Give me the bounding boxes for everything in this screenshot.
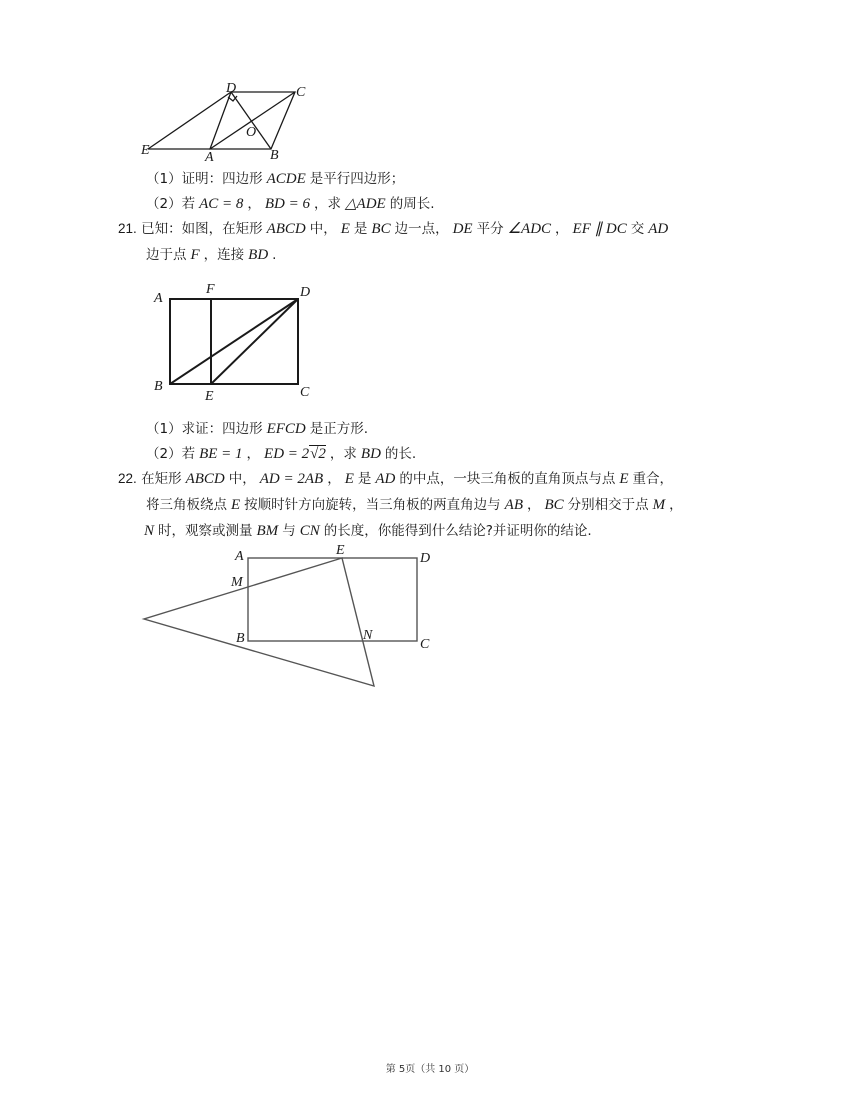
q21-part2-suffix: 的长. <box>384 446 417 462</box>
q22-text: 与 <box>282 523 296 539</box>
q20-part1-prefix: （1）证明：四边形 <box>146 171 263 187</box>
q21-text: ， <box>555 221 569 237</box>
q21-math: ∠ADC <box>507 221 552 237</box>
q21-text: 中， <box>309 221 337 237</box>
q22-math: AB <box>504 497 523 513</box>
q22-text: 的长度，你能得到什么结论?并证明你的结论. <box>323 523 592 539</box>
q21-part2-math2-coef: ED = 2 <box>264 446 310 462</box>
q21-math: ABCD <box>266 221 306 237</box>
q21-text: 交 <box>630 221 645 237</box>
q22-text: 重合， <box>632 471 674 487</box>
q22-math: BC <box>544 497 564 513</box>
q20-part2-prefix: （2）若 <box>146 196 196 212</box>
q21-number: 21. <box>118 221 137 236</box>
q22-math: E <box>231 497 241 513</box>
label-m: M <box>231 575 243 590</box>
label-b: B <box>236 631 245 646</box>
label-a: A <box>235 549 244 564</box>
label-c: C <box>420 637 430 652</box>
q22-text: 分别相交于点 <box>567 497 649 513</box>
q21-math: BD <box>248 247 269 263</box>
q22-math: E <box>619 471 629 487</box>
q21-text: 边一点， <box>394 221 449 237</box>
q21-part2-sep: ， <box>246 446 261 462</box>
q22-text: ， <box>669 497 683 513</box>
q21-text: 是 <box>353 221 368 237</box>
q21-text: 已知：如图，在矩形 <box>141 221 263 237</box>
q20-part1 <box>146 170 404 188</box>
label-e: E <box>141 143 150 158</box>
q22-line1 <box>118 470 673 488</box>
label-a: A <box>154 291 163 306</box>
q22-number: 22. <box>118 471 137 486</box>
q22-text: 是 <box>357 471 372 487</box>
q21-text: . <box>272 247 277 263</box>
q22-text: ， <box>327 471 341 487</box>
q21-part2-math2 <box>260 446 330 462</box>
label-b: B <box>154 379 163 394</box>
q21-math: E <box>340 221 350 237</box>
q21-part2-math3: BD <box>360 446 381 462</box>
q22-line3 <box>140 522 592 540</box>
q20-part2-math3: △ADE <box>345 196 386 212</box>
q20-part2-math2: BD = 6 <box>264 196 311 212</box>
q21-math: AD <box>648 221 669 237</box>
q22-text: 将三角板绕点 <box>146 497 227 513</box>
q21-part1-math: EFCD <box>266 421 306 437</box>
page-footer: 第 5页（共 10 页） <box>385 1064 475 1075</box>
q22-math: BM <box>256 523 279 539</box>
label-d: D <box>226 81 237 96</box>
q22-math: CN <box>299 523 320 539</box>
q22-text: 的中点，一块三角板的直角顶点与点 <box>399 471 616 487</box>
q21-text: ，连接 <box>203 247 245 263</box>
q21-line1 <box>118 220 672 238</box>
q21-part2-prefix: （2）若 <box>146 446 196 462</box>
label-b: B <box>270 148 279 162</box>
q21-part1 <box>146 420 368 438</box>
q22-math: ABCD <box>185 471 225 487</box>
q22-line2 <box>146 496 683 514</box>
label-e: E <box>336 543 345 558</box>
figure-parallelogram-acde <box>138 80 318 162</box>
label-c: C <box>300 385 310 400</box>
q21-line2 <box>146 246 276 264</box>
label-o: O <box>246 125 257 140</box>
q22-text: 时，观察或测量 <box>158 523 253 539</box>
label-c: C <box>296 85 306 100</box>
figure-rectangle-triangle <box>138 542 438 692</box>
figure-rectangle-abcd-square <box>148 280 320 404</box>
q21-part2-math1: BE = 1 <box>199 446 243 462</box>
q20-part1-suffix: 是平行四边形； <box>309 171 405 187</box>
q20-part2-math1: AC = 8 <box>199 196 244 212</box>
q22-text: 在矩形 <box>141 471 182 487</box>
q22-text: 按顺时针方向旋转，当三角板的两直角边与 <box>244 497 501 513</box>
q22-math: E <box>344 471 354 487</box>
q22-text: ， <box>527 497 541 513</box>
q22-math: AD <box>375 471 396 487</box>
q22-math: M <box>652 497 666 513</box>
label-f: F <box>206 282 215 297</box>
label-a: A <box>205 150 214 162</box>
sqrt-symbol: √2 <box>310 446 326 462</box>
sqrt-radicand: 2 <box>318 446 326 462</box>
q21-text: 平分 <box>476 221 504 237</box>
label-d: D <box>300 285 311 300</box>
q22-text: 中， <box>228 471 256 487</box>
q20-part2 <box>146 195 435 213</box>
q21-math: BC <box>371 221 391 237</box>
label-d: D <box>420 551 431 566</box>
q21-math: DE <box>452 221 473 237</box>
q21-text: 边于点 <box>146 247 187 263</box>
q21-part2 <box>146 445 416 463</box>
q20-part2-sep: ， <box>247 196 261 212</box>
q20-part2-suffix: 的周长. <box>389 196 435 212</box>
q22-math: AD = 2AB <box>259 471 324 487</box>
q21-part1-prefix: （1）求证：四边形 <box>146 421 263 437</box>
q21-part1-suffix: 是正方形. <box>309 421 369 437</box>
label-e: E <box>205 389 214 404</box>
q22-math: N <box>144 523 155 539</box>
q21-part2-mid: ，求 <box>329 446 357 462</box>
q21-math: EF ∥ DC <box>572 221 627 237</box>
label-n: N <box>363 628 373 643</box>
q20-part2-mid: ，求 <box>314 196 342 212</box>
q20-part1-math: ACDE <box>266 171 306 187</box>
q21-math: F <box>190 247 200 263</box>
